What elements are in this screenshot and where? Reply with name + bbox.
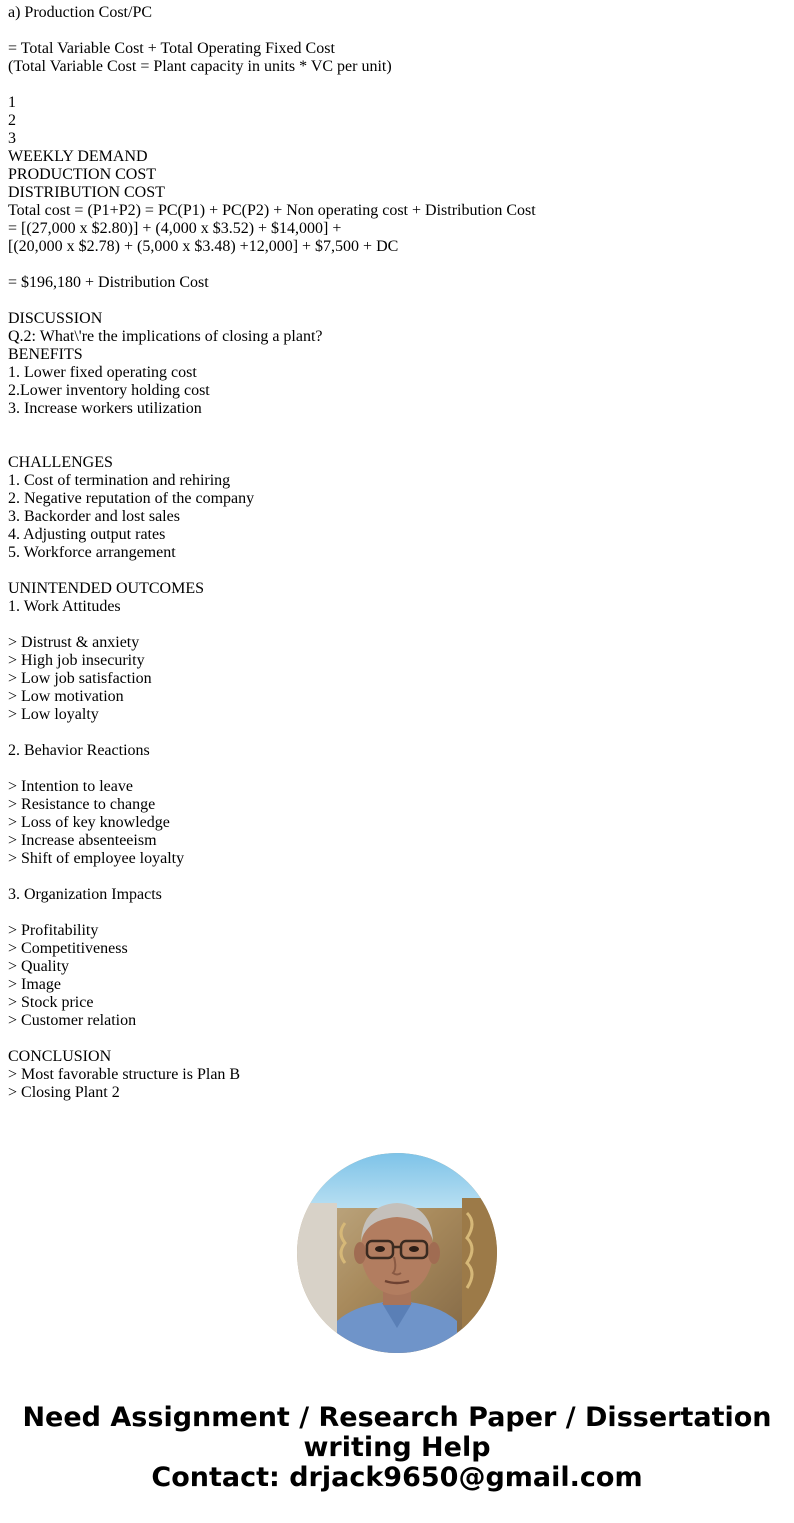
document-line	[8, 760, 778, 778]
promo-subline: writing Help	[303, 1432, 491, 1463]
document-line: DISCUSSION	[8, 310, 103, 327]
document-line	[8, 292, 778, 310]
document-line: = $196,180 + Distribution Cost	[8, 274, 209, 291]
document-line: 3. Organization Impacts	[8, 886, 162, 903]
document-line: > Quality	[8, 958, 70, 975]
document-line	[8, 76, 778, 94]
document-line: 3. Backorder and lost sales	[8, 508, 180, 525]
document-line: Q.2: What\'re the implications of closing a plant?	[8, 328, 323, 345]
document-line: > Low job satisfaction	[8, 670, 152, 687]
document-line: 1	[8, 94, 16, 111]
document-line: CONCLUSION	[8, 1048, 112, 1065]
document-line	[8, 436, 778, 454]
document-line: > Most favorable structure is Plan B	[8, 1066, 241, 1083]
document-line	[8, 868, 778, 886]
document-line: 4. Adjusting output rates	[8, 526, 166, 543]
document-line: 3. Increase workers utilization	[8, 400, 202, 417]
document-line: 1. Work Attitudes	[8, 598, 121, 615]
document-line: > High job insecurity	[8, 652, 145, 669]
document-line	[8, 724, 778, 742]
author-photo	[297, 1153, 497, 1353]
document-line: CHALLENGES	[8, 454, 113, 471]
document-line: > Low motivation	[8, 688, 124, 705]
promo-contact: Contact: drjack9650@gmail.com	[151, 1462, 643, 1493]
document-line: = [(27,000 x $2.80)] + (4,000 x $3.52) + $14,000] +	[8, 220, 342, 237]
document-line: Total cost = (P1+P2) = PC(P1) + PC(P2) + Non operating cost + Distribution Cost	[8, 202, 536, 219]
document-line: (Total Variable Cost = Plant capacity in units * VC per unit)	[8, 58, 392, 75]
document-line: 2. Behavior Reactions	[8, 742, 150, 759]
promo-banner	[0, 1403, 794, 1493]
document-line: 3	[8, 130, 16, 147]
document-line: DISTRIBUTION COST	[8, 184, 165, 201]
document-line: PRODUCTION COST	[8, 166, 157, 183]
document-line: 2. Negative reputation of the company	[8, 490, 255, 507]
document-line	[8, 418, 778, 436]
document-line: > Distrust & anxiety	[8, 634, 140, 651]
document-body	[8, 4, 778, 1102]
document-line: > Increase absenteeism	[8, 832, 157, 849]
document-line: 1. Cost of termination and rehiring	[8, 472, 231, 489]
document-line: > Customer relation	[8, 1012, 137, 1029]
document-line: = Total Variable Cost + Total Operating Fixed Cost	[8, 40, 335, 57]
document-line: 2.Lower inventory holding cost	[8, 382, 210, 399]
document-line	[8, 616, 778, 634]
document-line: 1. Lower fixed operating cost	[8, 364, 197, 381]
document-line: > Closing Plant 2	[8, 1084, 120, 1101]
document-line	[8, 1030, 778, 1048]
document-line: 2	[8, 112, 16, 129]
document-line	[8, 904, 778, 922]
document-line: > Competitiveness	[8, 940, 128, 957]
document-line: BENEFITS	[8, 346, 83, 363]
document-line: a) Production Cost/PC	[8, 4, 153, 21]
document-line: 5. Workforce arrangement	[8, 544, 176, 561]
document-line: > Profitability	[8, 922, 99, 939]
document-line: UNINTENDED OUTCOMES	[8, 580, 204, 597]
document-line: > Low loyalty	[8, 706, 99, 723]
promo-headline: Need Assignment / Research Paper / Dissertation	[22, 1402, 772, 1433]
document-line: > Shift of employee loyalty	[8, 850, 185, 867]
document-line: > Image	[8, 976, 61, 993]
document-line	[8, 256, 778, 274]
document-line: WEEKLY DEMAND	[8, 148, 148, 165]
document-line	[8, 562, 778, 580]
document-line: > Stock price	[8, 994, 94, 1011]
person-photo-icon	[297, 1153, 497, 1353]
document-line	[8, 22, 778, 40]
document-line: [(20,000 x $2.78) + (5,000 x $3.48) +12,000] + $7,500 + DC	[8, 238, 399, 255]
document-line: > Intention to leave	[8, 778, 133, 795]
document-line: > Resistance to change	[8, 796, 156, 813]
document-line: > Loss of key knowledge	[8, 814, 170, 831]
